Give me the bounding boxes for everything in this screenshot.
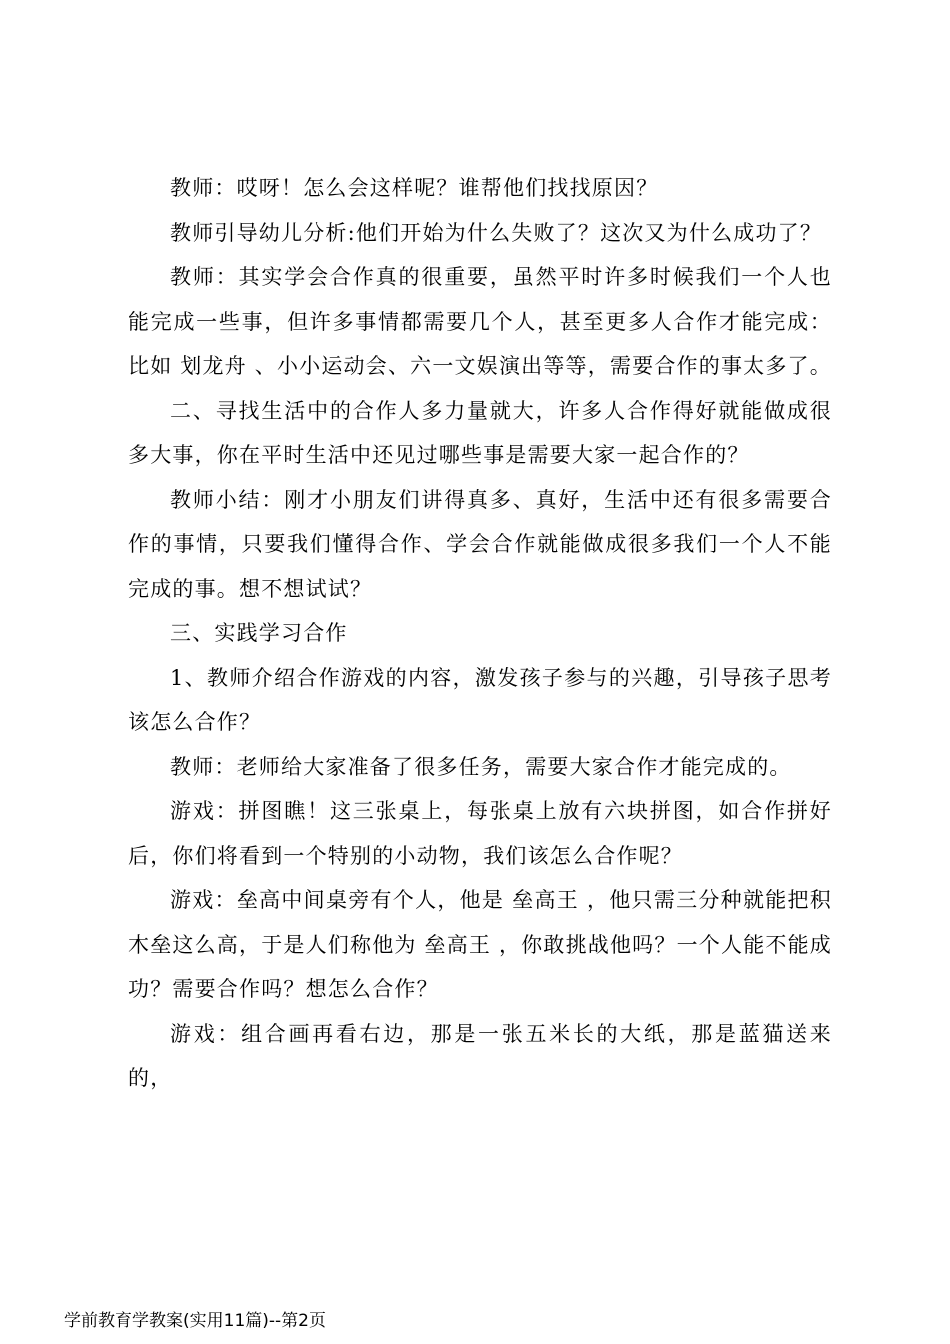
paragraph: 教师引导幼儿分析:他们开始为什么失败了？这次又为什么成功了？ — [170, 220, 823, 245]
paragraph: 1、教师介绍合作游戏的内容，激发孩子参与的兴趣，引导孩子思考该怎么合作？ — [128, 665, 832, 734]
paragraph: 教师：老师给大家准备了很多任务，需要大家合作才能完成的。 — [170, 754, 792, 779]
paragraph: 教师小结：刚才小朋友们讲得真多、真好，生活中还有很多需要合作的事情，只要我们懂得合作、学会合作就能做成很多我们一个人不能完成的事。想不想试试？ — [128, 487, 832, 601]
paragraph: 游戏：拼图瞧！这三张桌上，每张桌上放有六块拼图，如合作拼好后，你们将看到一个特别的小动物，我们该怎么合作呢？ — [128, 799, 832, 868]
paragraph: 教师：其实学会合作真的很重要，虽然平时许多时候我们一个人也能完成一些事，但许多事情都需要几个人，甚至更多人合作才能完成：比如 划龙舟 、小小运动会、六一文娱演出等等，需要合作的事太多了。 — [128, 265, 832, 378]
paragraph: 教师：哎呀！怎么会这样呢？谁帮他们找找原因？ — [170, 176, 659, 200]
paragraph: 游戏：垒高中间桌旁有个人，他是 垒高王 ，他只需三分种就能把积木垒这么高，于是人们称他为 垒高王 ，你敢挑战他吗？一个人能不能成功？需要合作吗？想怎么合作？ — [128, 888, 832, 1001]
section-heading: 三、实践学习合作 — [170, 621, 348, 645]
page-footer: 学前教育学教案(实用11篇)--第2页 — [64, 1311, 326, 1331]
document-body — [128, 166, 832, 1101]
paragraph: 二、寻找生活中的合作人多力量就大，许多人合作得好就能做成很多大事，你在平时生活中还见过哪些事是需要大家一起合作的？ — [128, 398, 832, 467]
paragraph: 游戏：组合画再看右边，那是一张五米长的大纸，那是蓝猫送来的， — [128, 1021, 832, 1090]
